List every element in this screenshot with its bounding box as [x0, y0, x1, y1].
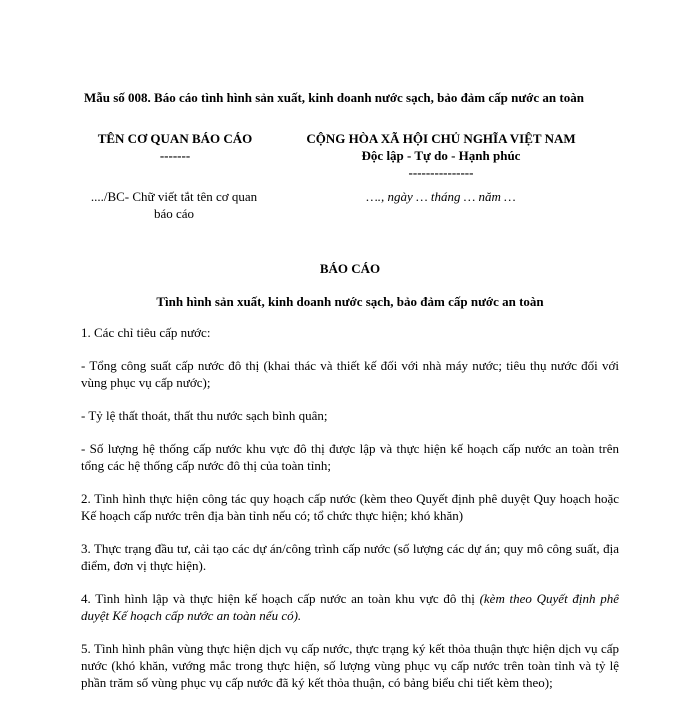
section-4-paragraph	[81, 590, 619, 624]
header-right	[276, 130, 606, 181]
section-1-heading: 1. Các chỉ tiêu cấp nước:	[81, 325, 211, 340]
report-subtitle: Tình hình sản xuất, kinh doanh nước sạch, bảo đảm cấp nước an toàn	[156, 294, 544, 309]
header-left	[80, 130, 270, 164]
agency-name: TÊN CƠ QUAN BÁO CÁO	[97, 131, 253, 146]
report-title: BÁO CÁO	[319, 261, 381, 276]
form-title: Mẫu số 008. Báo cáo tình hình sản xuất, kinh doanh nước sạch, bảo đảm cấp nước an toàn	[84, 90, 584, 105]
section-4-text: 4. Tình hình lập và thực hiện kế hoạch cấp nước an toàn khu vực đô thị	[81, 591, 480, 606]
document-reference	[84, 188, 264, 222]
place-date-line: …., ngày … tháng … năm …	[366, 189, 516, 204]
report-body	[81, 324, 619, 707]
reference-line-2: báo cáo	[153, 206, 195, 221]
section-1-item-loss-rate: - Tỷ lệ thất thoát, thất thu nước sạch bình quân;	[81, 408, 328, 423]
country-name: CỘNG HÒA XÃ HỘI CHỦ NGHĨA VIỆT NAM	[306, 131, 576, 146]
motto-separator: ---------------	[408, 165, 474, 180]
section-4-italic-note: (kèm theo Quyết định phê duyệt Kế hoạch cấp nước an toàn nếu có).	[81, 591, 620, 623]
section-1-item-capacity: - Tổng công suất cấp nước đô thị (khai thác và thiết kế đối với nhà máy nước; tiêu thụ nước đối với vùng phục vụ cấp nước);	[81, 358, 619, 390]
section-5-paragraph: 5. Tình hình phân vùng thực hiện dịch vụ cấp nước, thực trạng ký kết thỏa thuận thực hiện dịch vụ cấp nước (khó khăn, vướng mắc trong thực hiện, số lượng vùng phục vụ cấp nước trên toàn tỉnh và tỷ lệ phần trăm số vùng phục vụ cấp nước đã ký kết thỏa thuận, có bảng biểu chi tiết kèm theo);	[81, 641, 619, 690]
section-3-paragraph: 3. Thực trạng đầu tư, cải tạo các dự án/công trình cấp nước (số lượng các dự án; quy mô công suất, địa điểm, đơn vị thực hiện).	[81, 541, 619, 573]
section-1-item-safety-plans: - Số lượng hệ thống cấp nước khu vực đô thị được lập và thực hiện kế hoạch cấp nước an toàn trên tổng các hệ thống cấp nước đô thị của toàn tỉnh;	[81, 441, 619, 473]
section-2-paragraph: 2. Tình hình thực hiện công tác quy hoạch cấp nước (kèm theo Quyết định phê duyệt Quy hoạch hoặc Kế hoạch cấp nước trên địa bàn tỉnh nếu có; tổ chức thực hiện; khó khăn)	[81, 491, 619, 523]
agency-separator: -------	[159, 148, 191, 163]
national-motto: Độc lập - Tự do - Hạnh phúc	[361, 148, 521, 163]
reference-line-1: ..../BC- Chữ viết tắt tên cơ quan	[90, 189, 258, 204]
